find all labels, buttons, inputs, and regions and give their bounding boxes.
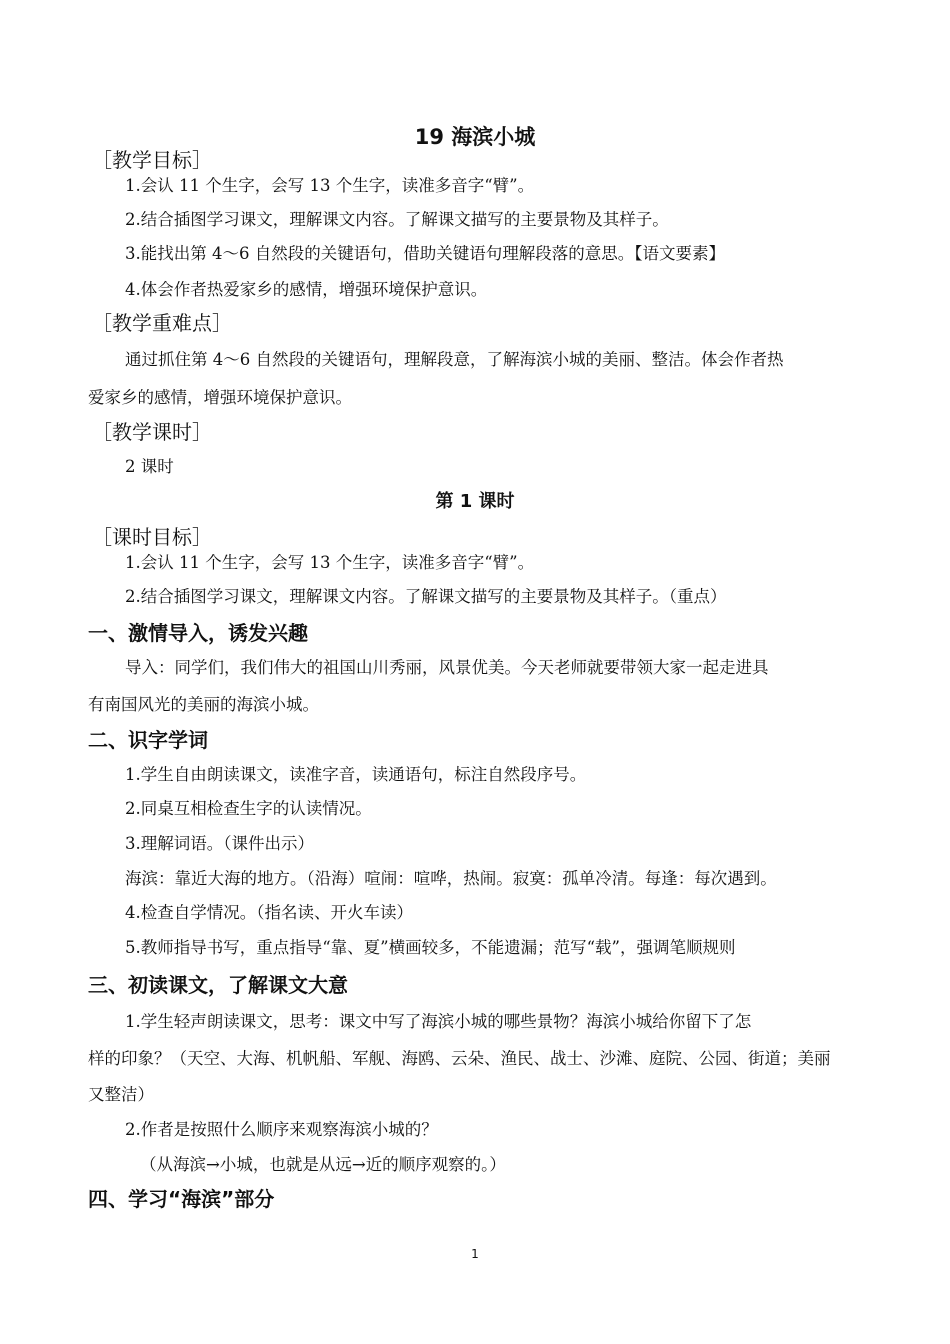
lesson1-objective-item: 2.结合插图学习课文，理解课文内容。了解课文描写的主要景物及其样子。（重点） [125, 587, 727, 606]
section-heading: 一、激情导入，诱发兴趣 [88, 621, 308, 645]
lesson1-objective-item: 1.会认 11 个生字，会写 13 个生字，读准多音字“臂”。 [125, 553, 535, 572]
objectives-heading: ［教学目标］ [92, 148, 212, 172]
paragraph-line: 有南国风光的美丽的海滨小城。 [88, 695, 319, 714]
keypoints-text: 爱家乡的感情，增强环境保护意识。 [88, 388, 352, 407]
objective-item: 4.体会作者热爱家乡的感情，增强环境保护意识。 [125, 280, 488, 299]
list-item: 3.理解词语。（课件出示） [125, 834, 314, 853]
paragraph-line: 导入：同学们，我们伟大的祖国山川秀丽，风景优美。今天老师就要带领大家一起走进具 [125, 658, 769, 677]
list-item: 2.同桌互相检查生字的认读情况。 [125, 799, 372, 818]
objective-item: 1.会认 11 个生字，会写 13 个生字，读准多音字“臂”。 [125, 176, 535, 195]
lesson1-objectives-heading: ［课时目标］ [92, 525, 212, 549]
definitions-line: 海滨：靠近大海的地方。（沿海）喧闹：喧哗，热闹。寂寞：孤单冷清。每逢：每次遇到。 [125, 869, 777, 888]
list-item: 5.教师指导书写，重点指导“靠、夏”横画较多，不能遗漏；范写“载”，强调笔顺规则 [125, 938, 736, 957]
lesson-title: 19 海滨小城 [414, 125, 536, 149]
lesson1-title: 第 1 课时 [435, 491, 515, 512]
objective-item: 3.能找出第 4～6 自然段的关键语句，借助关键语句理解段落的意思。【语文要素】 [125, 244, 725, 263]
section-heading: 三、初读课文，了解课文大意 [88, 973, 348, 997]
list-item: 1.学生自由朗读课文，读准字音，读通语句，标注自然段序号。 [125, 765, 587, 784]
keypoints-text: 通过抓住第 4～6 自然段的关键语句，理解段意，了解海滨小城的美丽、整洁。体会作者热 [125, 350, 784, 369]
paragraph-line: 1.学生轻声朗读课文，思考：课文中写了海滨小城的哪些景物？海滨小城给你留下了怎 [125, 1012, 752, 1031]
keypoints-heading: ［教学重难点］ [92, 311, 232, 335]
list-item: 4.检查自学情况。（指名读、开火车读） [125, 903, 413, 922]
question-line: 2.作者是按照什么顺序来观察海滨小城的？ [125, 1120, 438, 1139]
paragraph-line: 样的印象？（天空、大海、机帆船、军舰、海鸥、云朵、渔民、战士、沙滩、庭院、公园、街道；美丽 [88, 1049, 831, 1068]
hours-heading: ［教学课时］ [92, 420, 212, 444]
paragraph-line: 又整洁） [88, 1085, 154, 1104]
section-heading: 二、识字学词 [88, 728, 208, 752]
page-number: 1 [471, 1247, 479, 1261]
hours-value: 2 课时 [125, 457, 174, 476]
objective-item: 2.结合插图学习课文，理解课文内容。了解课文描写的主要景物及其样子。 [125, 210, 669, 229]
section-heading: 四、学习“海滨”部分 [88, 1187, 275, 1211]
answer-line: （从海滨→小城，也就是从远→近的顺序观察的。） [140, 1155, 506, 1174]
